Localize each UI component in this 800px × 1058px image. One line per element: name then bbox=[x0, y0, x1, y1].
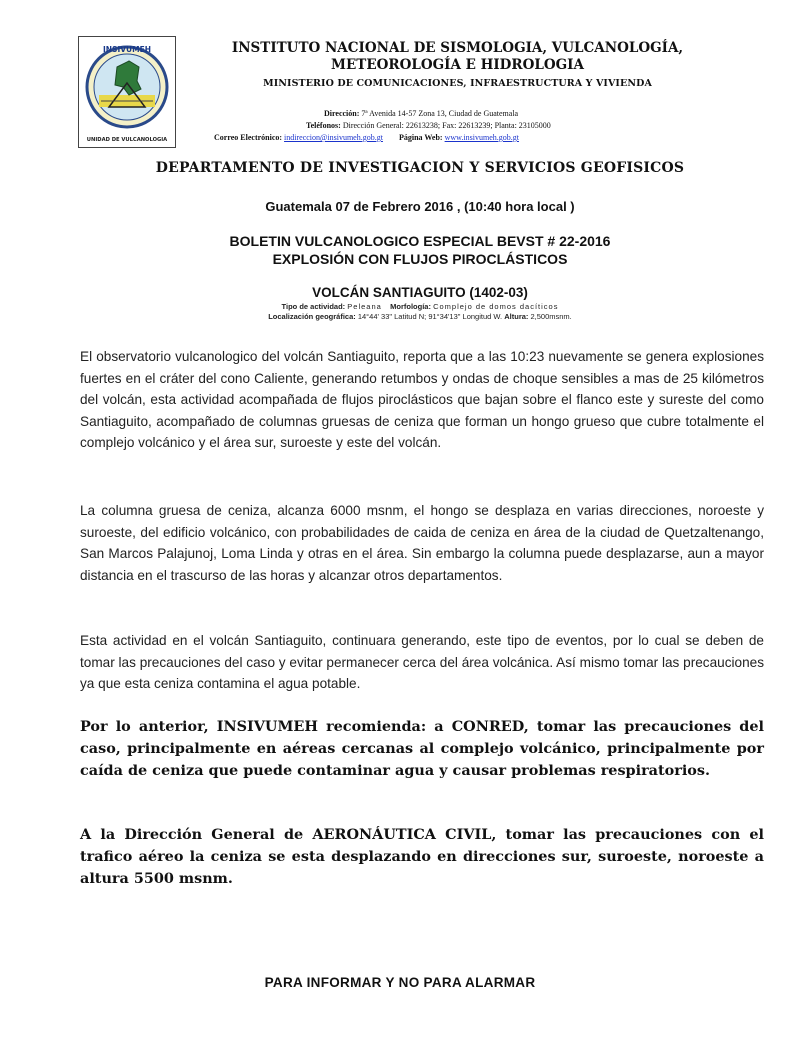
org-name-line2: METEOROLOGÍA E HIDROLOGIA bbox=[331, 57, 584, 73]
phones-value: Dirección General: 22613238; Fax: 22613239; Planta: 23105000 bbox=[342, 121, 551, 130]
altitude-label: Altura: bbox=[504, 312, 529, 321]
bulletin-subtitle: EXPLOSIÓN CON FLUJOS PIROCLÁSTICOS bbox=[272, 251, 568, 267]
activity-label: Tipo de actividad: bbox=[281, 302, 346, 311]
activity-value: Peleana bbox=[347, 302, 382, 311]
org-header bbox=[190, 40, 725, 89]
body-paragraph-3: Esta actividad en el volcán Santiaguito, continuara generando, este tipo de eventos, por lo cual se deben de tomar las precauciones del caso y evitar permanecer cerca del área volcánica. Así mismo tomar las precauciones ya que esta ceniza contamina el agua potable. bbox=[80, 633, 764, 691]
morphology-label: Morfología: bbox=[390, 302, 431, 311]
recommendation-aeronautica: A la Dirección General de AERONÁUTICA CIVIL, tomar las precauciones con el trafico aéreo la ceniza se esta desplazando en direcciones sur, suroeste, noroeste a altura 5500 msnm. bbox=[80, 826, 764, 887]
email-link[interactable]: indireccion@insivumeh.gob.gt bbox=[284, 133, 383, 142]
volcano-emblem-icon bbox=[79, 37, 175, 147]
logo-text-top: INSIVUMEH bbox=[102, 45, 152, 54]
phones-label: Teléfonos: bbox=[306, 121, 341, 130]
org-name-line1: INSTITUTO NACIONAL DE SISMOLOGIA, VULCANOLOGÍA, bbox=[231, 40, 684, 56]
logo-text-bottom: UNIDAD DE VULCANOLOGIA bbox=[86, 137, 168, 143]
email-web-row bbox=[196, 132, 736, 144]
body-paragraph-2: La columna gruesa de ceniza, alcanza 6000 msnm, el hongo se desplaza en varias direcciones, noroeste y suroeste, del edificio volcánico, con probabilidades de caida de ceniza en área de la ciudad de Quetzaltenango, San Marcos Palajunoj, Loma Linda y otras en el área. Sin embargo la columna puede desplazarse, aun a mayor distancia en el trascurso de las horas y alcanzar otros departamentos. bbox=[80, 503, 764, 583]
volcano-name: VOLCÁN SANTIAGUITO (1402-03) bbox=[312, 285, 528, 300]
address-value: 7ª Avenida 14-57 Zona 13, Ciudad de Guatemala bbox=[361, 109, 519, 118]
altitude-value: 2,500msnm. bbox=[530, 312, 572, 321]
location-label: Localización geográfica: bbox=[268, 312, 356, 321]
volcano-metadata bbox=[70, 302, 770, 322]
date-line: Guatemala 07 de Febrero 2016 , (10:40 hora local ) bbox=[265, 199, 575, 214]
address-label: Dirección: bbox=[324, 109, 360, 118]
email-label: Correo Electrónico: bbox=[214, 133, 283, 142]
ministry-name: MINISTERIO DE COMUNICACIONES, INFRAESTRUCTURA Y VIVIENDA bbox=[263, 78, 652, 89]
footer-slogan: PARA INFORMAR Y NO PARA ALARMAR bbox=[264, 975, 536, 990]
location-value: 14°44' 33" Latitud N; 91°34'13" Longitud W. bbox=[357, 312, 503, 321]
morphology-value: Complejo de domos dacíticos bbox=[433, 302, 559, 311]
department-heading: DEPARTAMENTO DE INVESTIGACION Y SERVICIOS GEOFISICOS bbox=[155, 160, 685, 176]
bulletin-title-block bbox=[70, 232, 770, 268]
phones-row bbox=[196, 120, 736, 132]
bulletin-title: BOLETIN VULCANOLOGICO ESPECIAL BEVST # 22-2016 bbox=[229, 233, 611, 249]
body-paragraph-1: El observatorio vulcanologico del volcán Santiaguito, reporta que a las 10:23 nuevamente se genera explosiones fuertes en el cráter del cono Caliente, generando retumbos y ondas de choque sensibles a mas de 25 kilómetros del volcán, esta actividad acompañada de flujos piroclásticos que bajan sobre el flanco este y sureste del como Santiaguito, acompañado de columnas gruesas de ceniza que forman un hongo grueso que cubre totalmente el complejo volcánico y el área sur, suroeste y este del volcán. bbox=[80, 349, 764, 450]
insivumeh-logo bbox=[78, 36, 176, 148]
contact-info bbox=[196, 108, 736, 144]
recommendation-conred: Por lo anterior, INSIVUMEH recomienda: a CONRED, tomar las precauciones del caso, principalmente en aéreas cercanas al complejo volcánico, principalmente por caída de ceniza que puede contaminar agua y causar problemas respiratorios. bbox=[80, 718, 764, 779]
address-row bbox=[196, 108, 736, 120]
activity-row bbox=[70, 302, 770, 312]
location-row bbox=[70, 312, 770, 322]
web-label: Página Web: bbox=[398, 133, 443, 142]
web-link[interactable]: www.insivumeh.gob.gt bbox=[444, 133, 519, 142]
